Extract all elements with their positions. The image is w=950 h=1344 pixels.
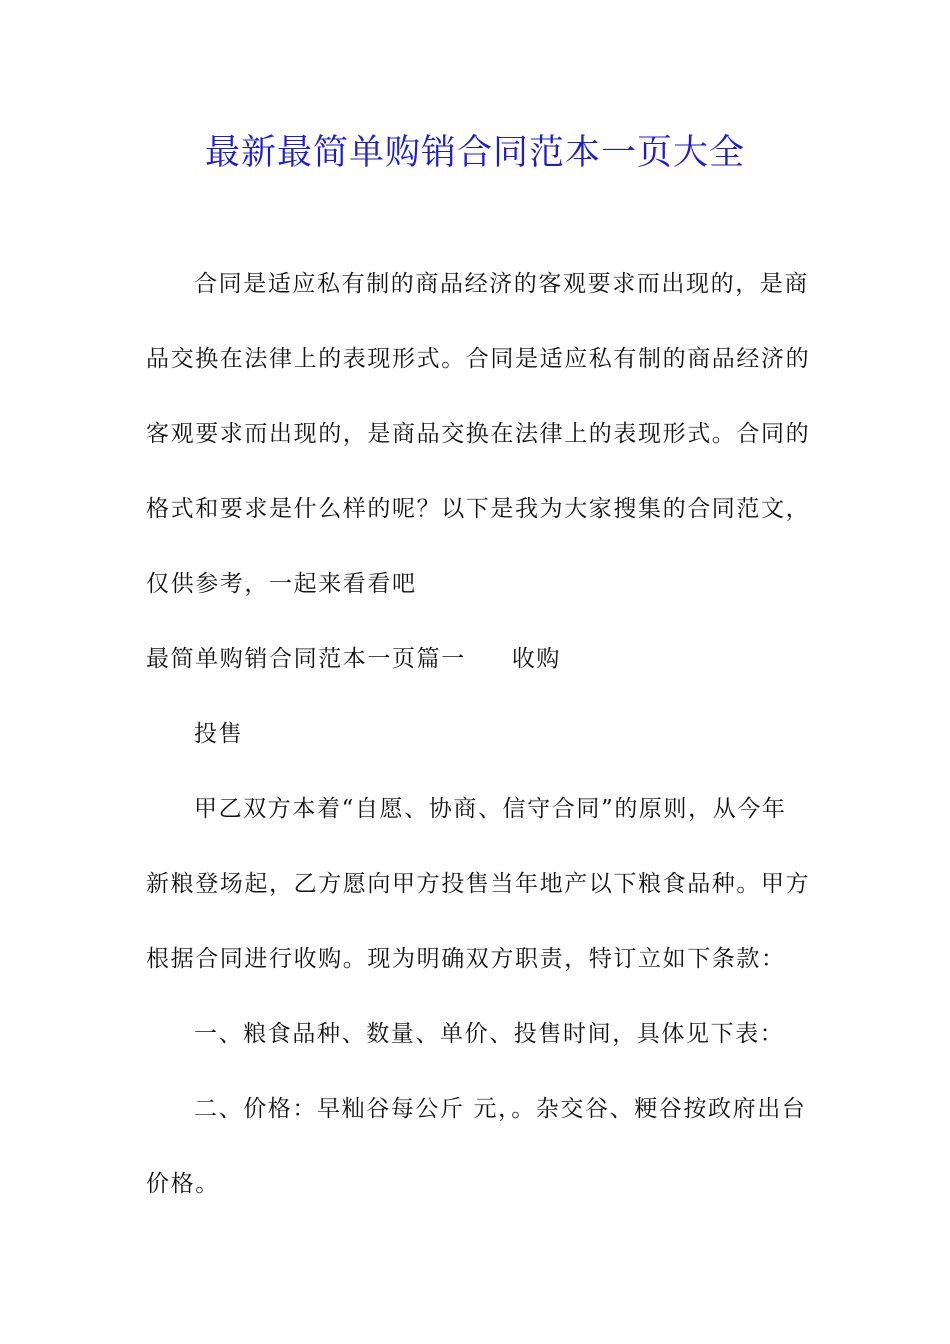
document-title: 最新最简单购销合同范本一页大全 bbox=[204, 133, 745, 173]
intro-line-5: 仅供参考，一起来看看吧 bbox=[146, 571, 417, 597]
body-line-2: 新粮登场起，乙方愿向甲方投售当年地产以下粮食品种。甲方 bbox=[146, 871, 811, 897]
section-heading: 最简单购销合同范本一页篇一 bbox=[146, 646, 466, 672]
heading-suffix: 收购 bbox=[511, 646, 562, 672]
clause-2: 二、价格：早籼谷每公斤 元，。杂交谷、粳谷按政府出台 bbox=[194, 1096, 807, 1122]
intro-line-3: 客观要求而出现的，是商品交换在法律上的表现形式。合同的 bbox=[146, 421, 811, 447]
body-line-1: 甲乙双方本着“自愿、协商、信守合同”的原则，从今年 bbox=[194, 796, 787, 822]
tou-shou-line: 投售 bbox=[194, 721, 244, 747]
section-heading-line bbox=[146, 643, 561, 675]
clause-2-continued: 价格。 bbox=[146, 1171, 220, 1197]
intro-line-1: 合同是适应私有制的商品经济的客观要求而出现的，是商 bbox=[194, 271, 809, 297]
body-line-3: 根据合同进行收购。现为明确双方职责，特订立如下条款： bbox=[146, 946, 786, 972]
intro-line-2: 品交换在法律上的表现形式。合同是适应私有制的商品经济的 bbox=[146, 346, 811, 372]
clause-1: 一、粮食品种、数量、单价、投售时间，具体见下表： bbox=[194, 1021, 785, 1047]
intro-line-4: 格式和要求是什么样的呢？以下是我为大家搜集的合同范文， bbox=[146, 496, 811, 522]
